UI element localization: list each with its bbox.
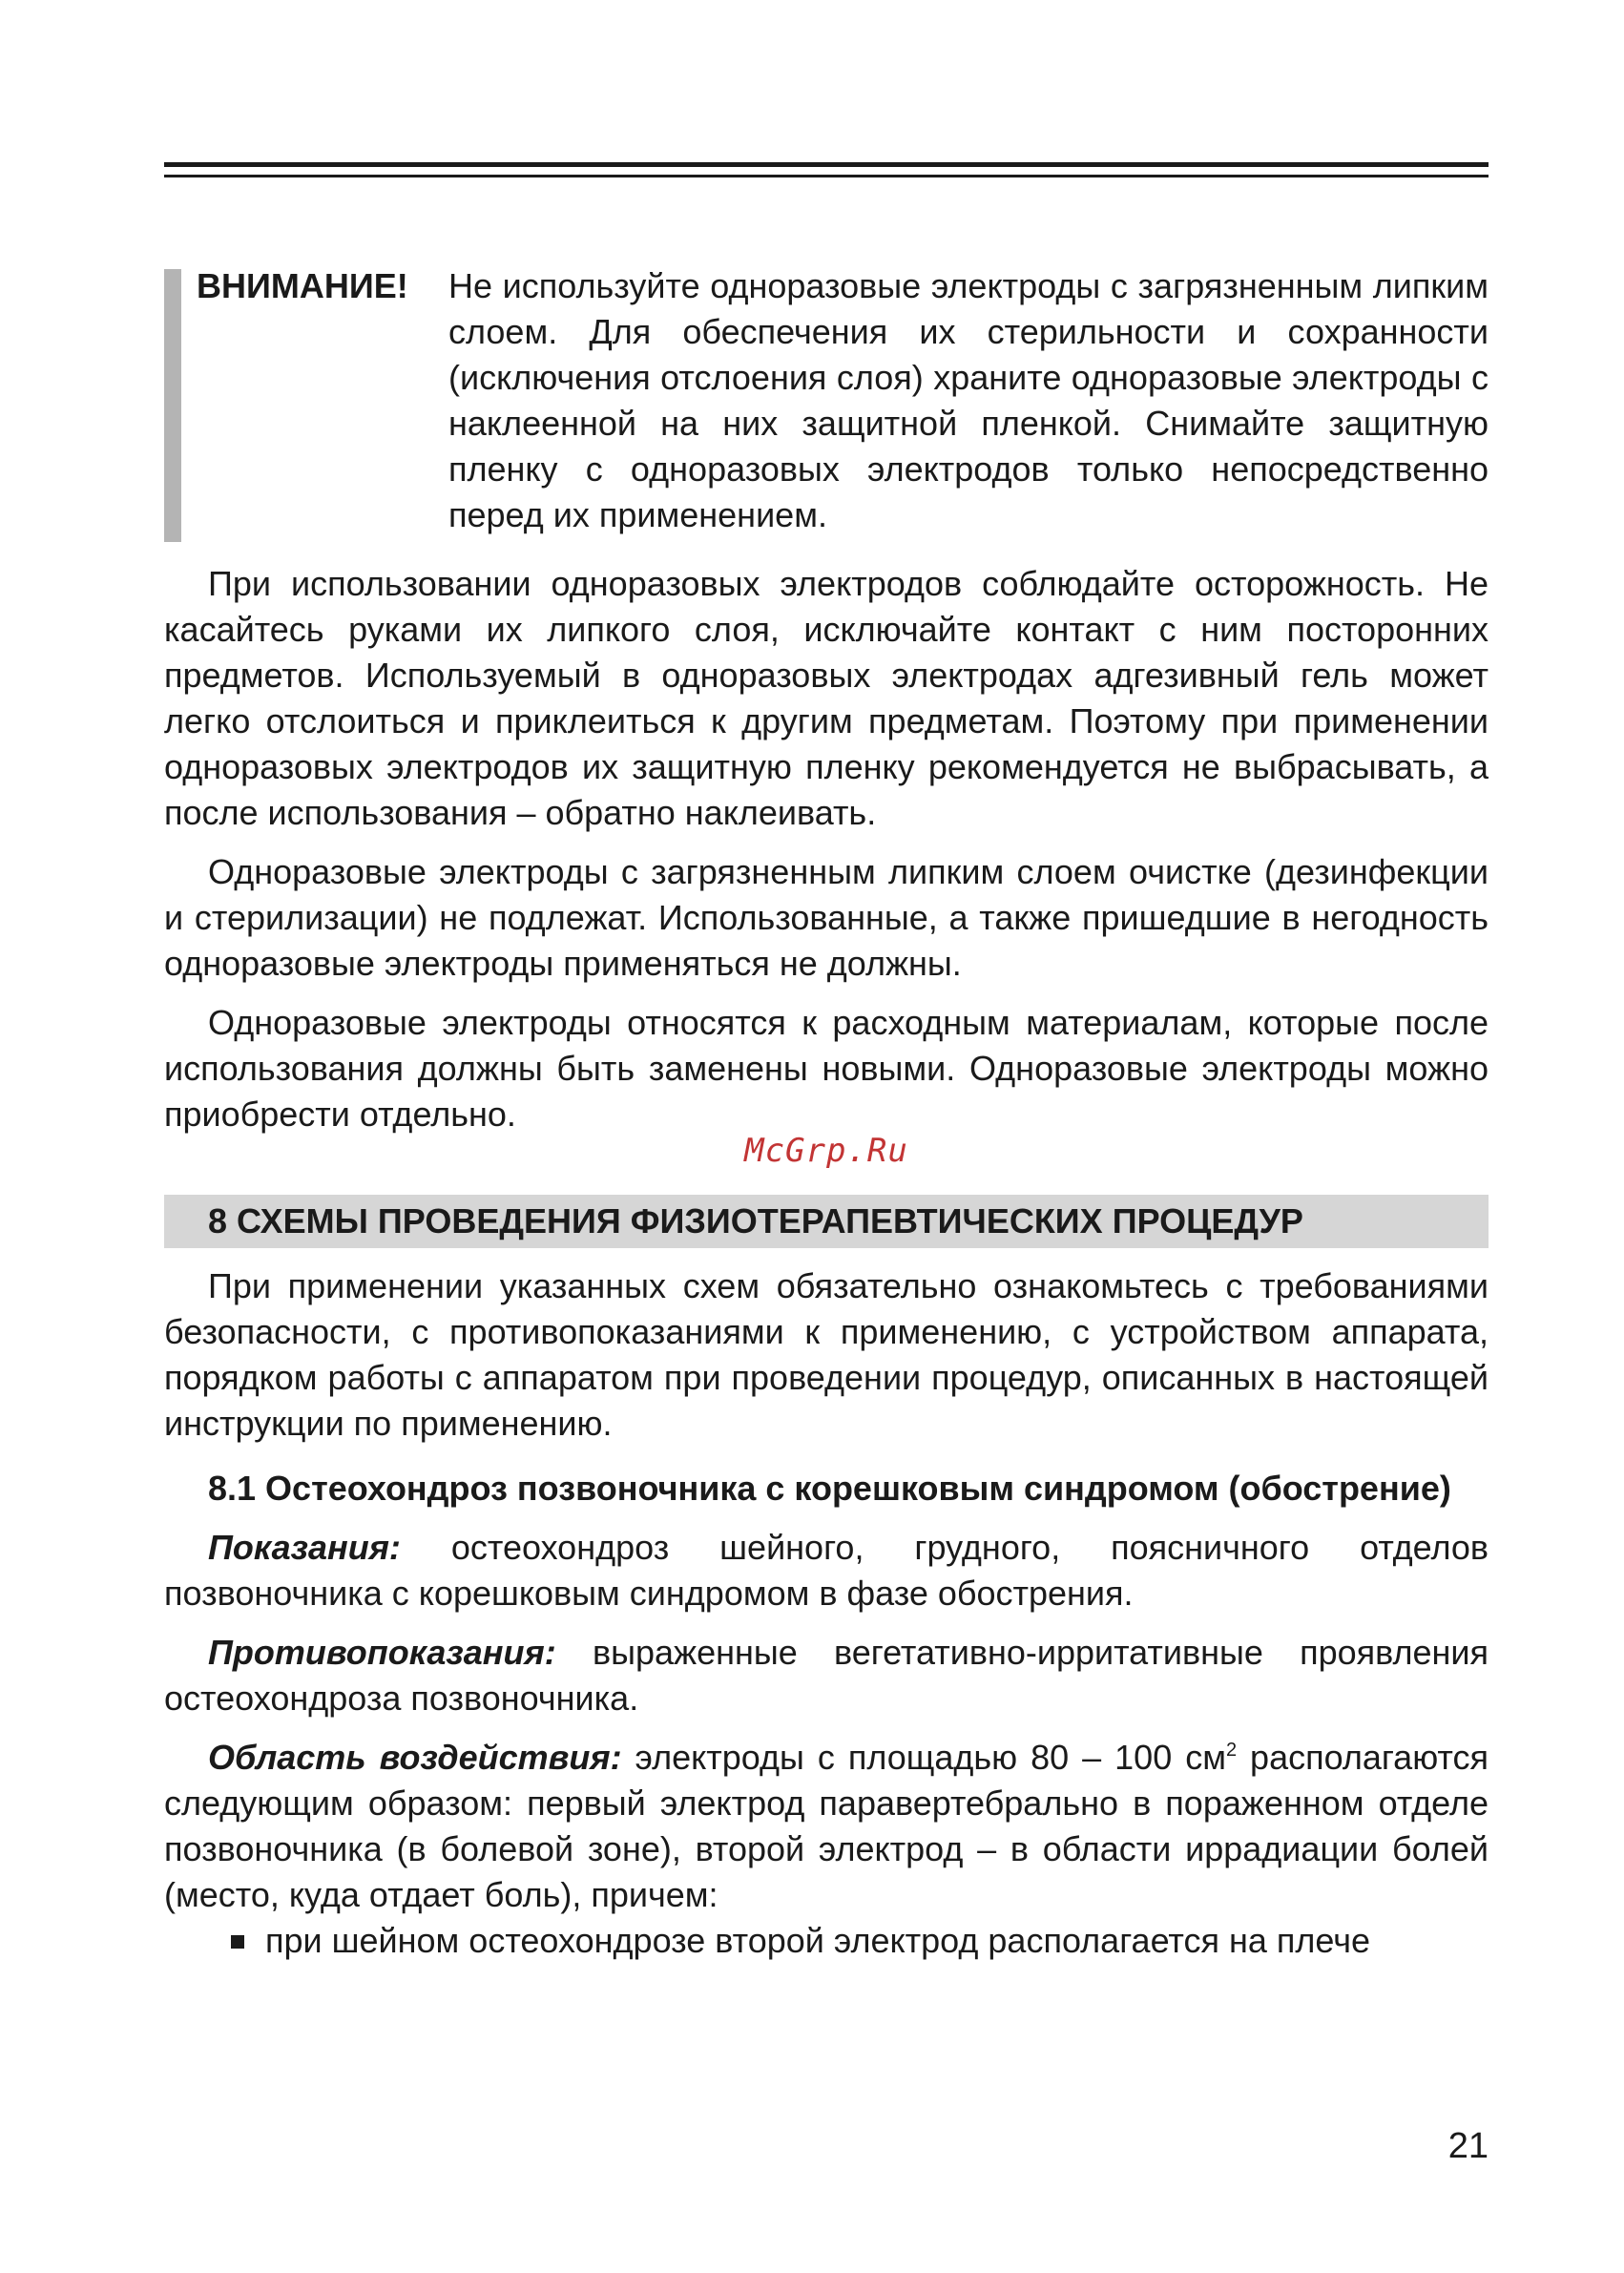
section-intro: При применении указанных схем обязательно ознакомьтесь с требованиями безопасности, с противопоказаниями к применению, с устройством аппарата, порядком работы с аппаратом при проведении процедур, описанных в настоящей инструкции по применению.: [164, 1266, 1489, 1443]
indications-paragraph: [164, 1525, 1489, 1616]
area-text-1: электроды с площадью 80 – 100 см: [621, 1738, 1226, 1777]
header-rule-thick: [164, 162, 1489, 167]
area-paragraph: [164, 1735, 1489, 1918]
section-heading: 8 СХЕМЫ ПРОВЕДЕНИЯ ФИЗИОТЕРАПЕВТИЧЕСКИХ ПРОЦЕДУР: [164, 1195, 1489, 1248]
page-content: [164, 263, 1489, 1964]
header-rule-thin: [164, 175, 1489, 177]
subsection-heading: 8.1 Остеохондроз позвоночника с корешковым синдромом (обострение): [208, 1469, 1451, 1508]
paragraph-consumables: Одноразовые электроды относятся к расходным материалам, которые после использования должны быть заменены новыми. Одноразовые электроды можно приобрести отдельно.: [164, 1003, 1489, 1134]
warning-text: Не используйте одноразовые электроды с загрязненным липким слоем. Для обеспечения их стерильности и сохранности (исключения отслоения слоя) храните одноразовые электроды с наклеенной на них защитной пленкой. Снимайте защитную пленку с одноразовых электродов только непосредственно перед их применением.: [448, 266, 1489, 534]
warning-block: [164, 263, 1489, 538]
area-text-2: располагаются следующим образом: первый электрод паравертебрально в пораженном отделе позвоночника (в болевой зоне), второй электрод – в области иррадиации болей (место, куда отдает боль), причем:: [164, 1738, 1489, 1914]
square-bullet-icon: [231, 1935, 244, 1949]
warning-label: ВНИМАНИЕ!: [197, 266, 408, 305]
contraindications-text: выраженные вегетативно-ирритативные проявления остеохондроза позвоночника.: [164, 1633, 1489, 1718]
warning-side-bar: [164, 269, 181, 542]
area-label: Область воздействия:: [208, 1738, 622, 1777]
contraindications-paragraph: [164, 1630, 1489, 1721]
list-item-text: при шейном остеохондрозе второй электрод располагается на плече: [265, 1921, 1370, 1960]
warning-row: [197, 263, 1489, 538]
page-number: 21: [1447, 2126, 1489, 2166]
paragraph-contaminated: Одноразовые электроды с загрязненным липким слоем очистке (дезинфекции и стерилизации) не подлежат. Использованные, а также пришедшие в негодность одноразовые электроды применяться не должны.: [164, 852, 1489, 983]
indications-label: Показания:: [208, 1528, 401, 1567]
contraindications-label: Противопоказания:: [208, 1633, 556, 1672]
area-superscript: 2: [1225, 1740, 1238, 1761]
paragraph-precautions: При использовании одноразовых электродов соблюдайте осторожность. Не касайтесь руками их липкого слоя, исключайте контакт с ним посторонних предметов. Используемый в одноразовых электродах адгезивный гель может легко отслоиться и приклеиться к другим предметам. Поэтому при применении одноразовых электродов их защитную пленку рекомендуется не выбрасывать, а после использования – обратно наклеивать.: [164, 564, 1489, 832]
watermark-text: McGrp.Ru: [744, 1132, 908, 1170]
indications-text: остеохондроз шейного, грудного, поясничного отделов позвоночника с корешковым синдромом в фазе обострения.: [164, 1528, 1489, 1613]
list-item: [164, 1918, 1489, 1964]
